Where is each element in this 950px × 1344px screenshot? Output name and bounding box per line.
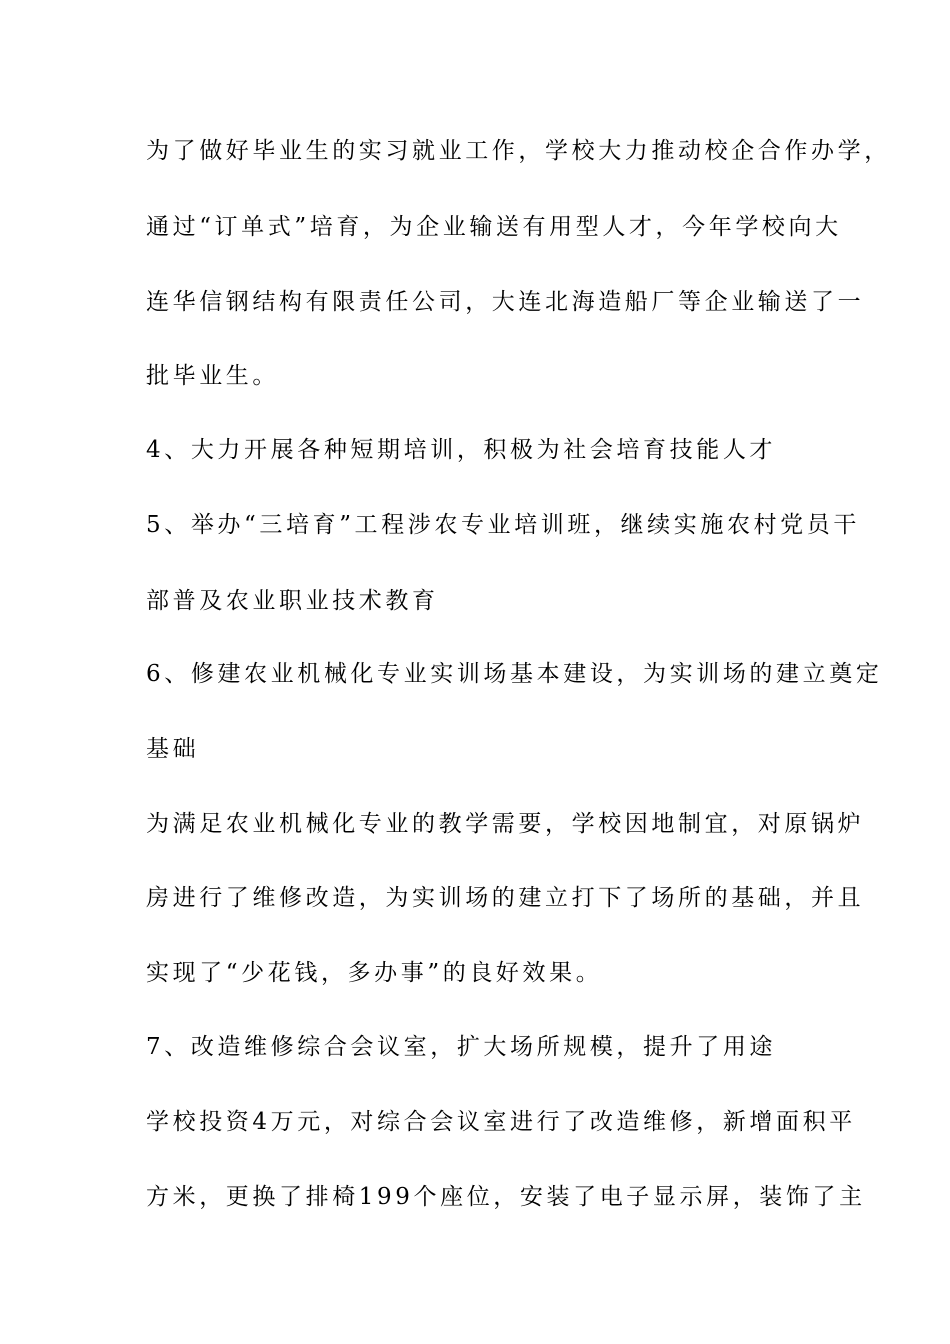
section-heading-5: 5、举办“三培育”工程涉农专业培训班，继续实施农村党员干 — [146, 512, 860, 538]
body-paragraph-line: 实现了“少花钱，多办事”的良好效果。 — [146, 960, 603, 986]
body-paragraph-line: 方米，更换了排椅199个座位，安装了电子显示屏，装饰了主 — [146, 1184, 866, 1210]
section-heading-4: 4、大力开展各种短期培训，积极为社会培育技能人才 — [146, 437, 777, 463]
body-paragraph-line: 学校投资4万元，对综合会议室进行了改造维修，新增面积平 — [146, 1109, 856, 1135]
body-paragraph-line: 房进行了维修改造，为实训场的建立打下了场所的基础，并且 — [146, 885, 865, 911]
body-paragraph-line: 连华信钢结构有限责任公司，大连北海造船厂等企业输送了一 — [146, 289, 865, 315]
section-heading-6: 6、修建农业机械化专业实训场基本建设，为实训场的建立奠定 — [146, 661, 883, 687]
section-heading-7: 7、改造维修综合会议室，扩大场所规模，提升了用途 — [146, 1034, 777, 1060]
section-heading-5-continued: 部普及农业职业技术教育 — [146, 588, 439, 614]
body-paragraph-line: 为满足农业机械化专业的教学需要，学校因地制宜，对原锅炉 — [146, 811, 865, 837]
body-paragraph-line: 通过“订单式”培育，为企业输送有用型人才，今年学校向大 — [146, 214, 842, 240]
section-heading-6-continued: 基础 — [146, 736, 200, 762]
body-paragraph-line: 批毕业生。 — [146, 363, 279, 389]
body-paragraph-line: 为了做好毕业生的实习就业工作，学校大力推动校企合作办学， — [146, 138, 891, 164]
